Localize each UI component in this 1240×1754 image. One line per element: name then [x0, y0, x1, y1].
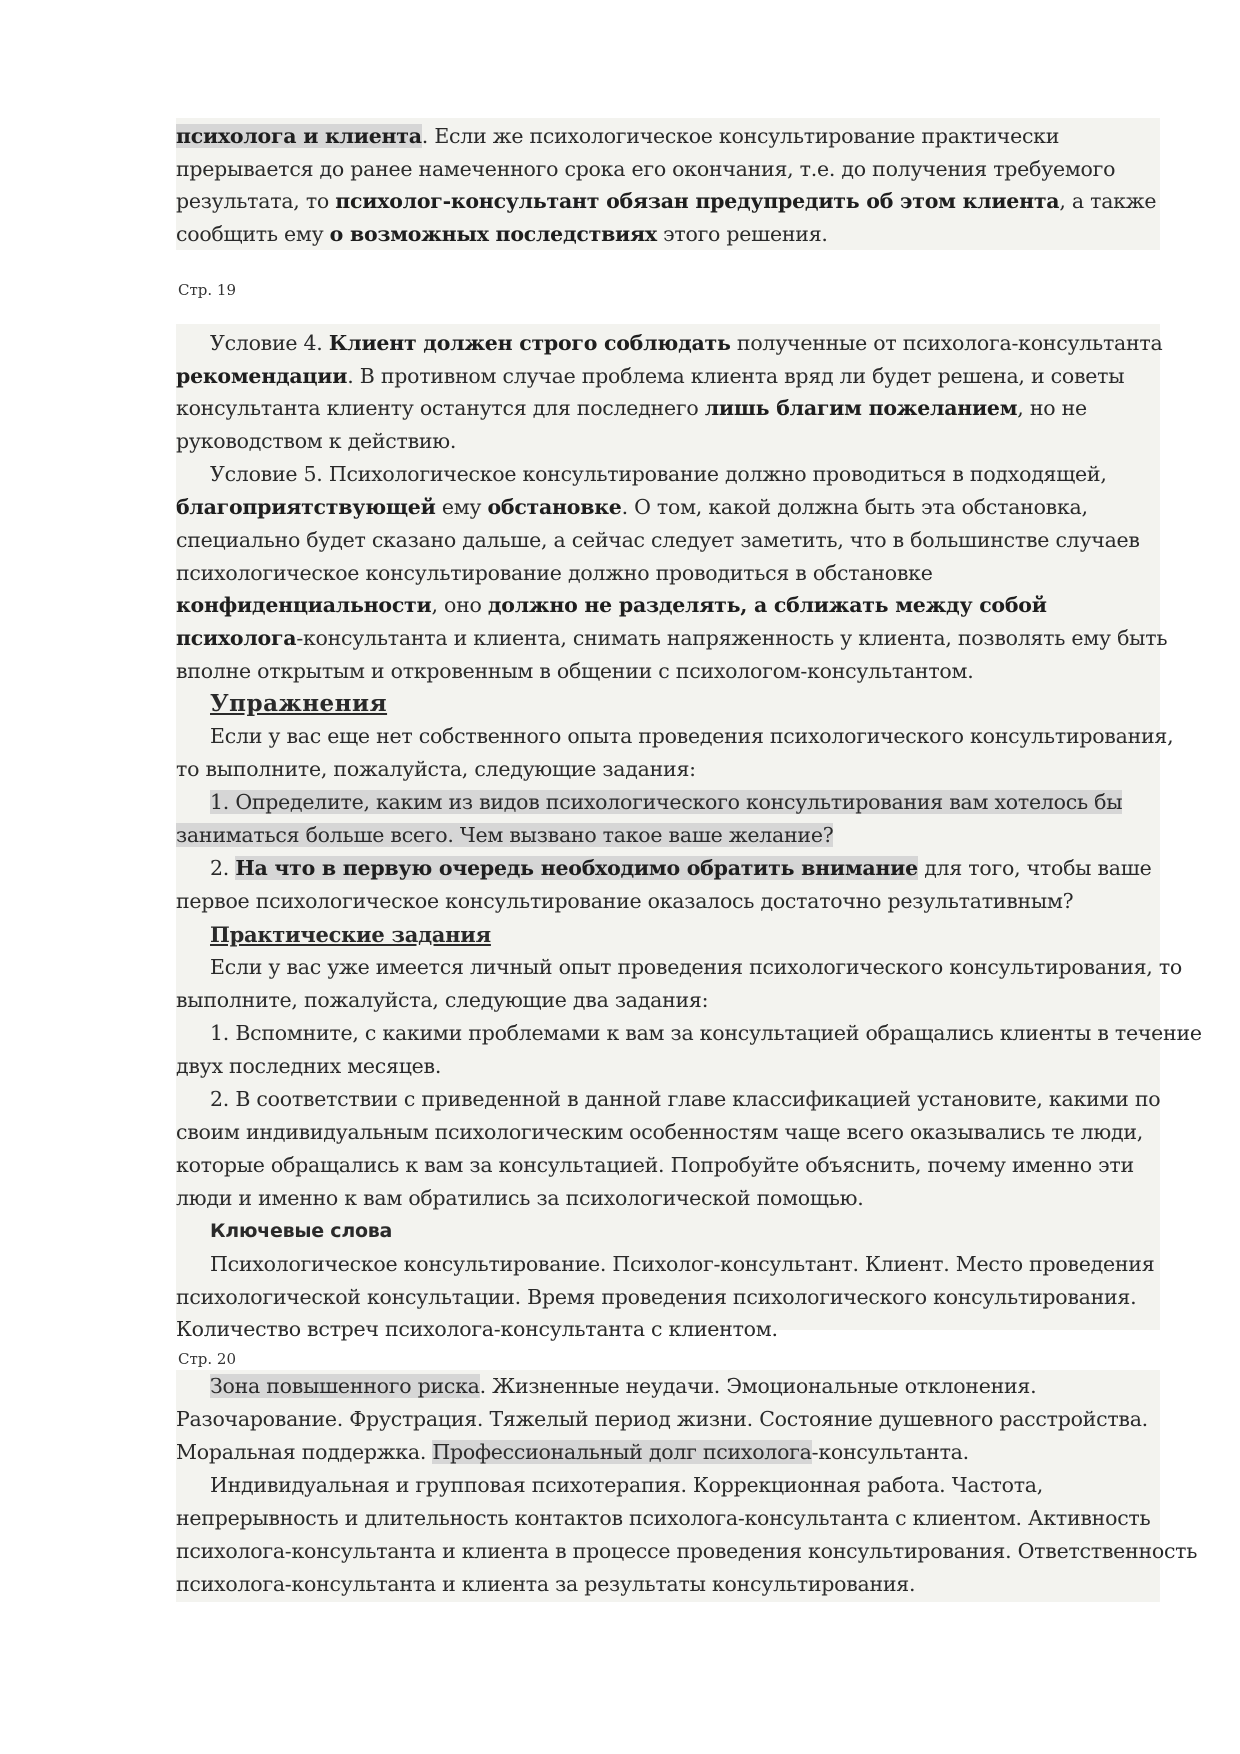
- text-line: благоприятствующей ему обстановке. О том, какой должна быть эта обстановка,: [176, 495, 1088, 519]
- text-line: выполните, пожалуйста, следующие два задания:: [176, 988, 709, 1012]
- paragraph-block-3: [176, 1370, 1198, 1602]
- text-line: 1. Определите, каким из видов психологического консультирования вам хотелось бы: [210, 790, 1123, 814]
- text-line: психологической консультации. Время проведения психологического консультирования.: [176, 1285, 1137, 1309]
- text-line: Индивидуальная и групповая психотерапия. Коррекционная работа. Частота,: [210, 1473, 1044, 1497]
- text-line: психолога-консультанта и клиента за результаты консультирования.: [176, 1572, 916, 1596]
- heading-keywords: Ключевые слова: [210, 1220, 393, 1242]
- page-number: Стр. 20: [178, 1350, 237, 1368]
- text-line: прерывается до ранее намеченного срока его окончания, т.е. до получения требуемого: [176, 157, 1116, 181]
- heading-practical-tasks: Практические задания: [210, 922, 491, 947]
- paragraph-block-2: [176, 324, 1202, 1341]
- text-line: Психологическое консультирование. Психолог-консультант. Клиент. Место проведения: [210, 1252, 1155, 1276]
- text-line: то выполните, пожалуйста, следующие задания:: [176, 757, 696, 781]
- text-line: сообщить ему о возможных последствиях этого решения.: [176, 222, 828, 246]
- text-line: 1. Вспомните, с какими проблемами к вам за консультацией обращались клиенты в течение: [210, 1021, 1202, 1045]
- text-line: вполне открытым и откровенным в общении с психологом-консультантом.: [176, 659, 974, 683]
- heading-exercises: Упражнения: [210, 690, 388, 717]
- text-line: первое психологическое консультирование оказалось достаточно результативным?: [176, 889, 1074, 913]
- text-line: Условие 4. Клиент должен строго соблюдать полученные от психолога-консультанта: [210, 331, 1163, 355]
- text-line: 2. В соответствии с приведенной в данной главе классификацией установите, какими по: [210, 1087, 1161, 1111]
- text-line: заниматься больше всего. Чем вызвано такое ваше желание?: [176, 823, 834, 847]
- highlighted-bold-text: психолога и клиента: [176, 124, 422, 148]
- text-line: Разочарование. Фрустрация. Тяжелый период жизни. Состояние душевного расстройства.: [176, 1407, 1148, 1431]
- text-line: психолога-консультанта и клиента в процессе проведения консультирования. Ответственность: [176, 1539, 1198, 1563]
- text-line: Моральная поддержка. Профессиональный долг психолога-консультанта.: [176, 1440, 969, 1464]
- text-line: специально будет сказано дальше, а сейчас следует заметить, что в большинстве случаев: [176, 528, 1140, 552]
- text-line: руководством к действию.: [176, 429, 457, 453]
- text-line: Количество встреч психолога-консультанта с клиентом.: [176, 1317, 778, 1341]
- text-line: психолога и клиента. Если же психологическое консультирование практически: [176, 124, 1060, 148]
- text-line: Зона повышенного риска. Жизненные неудачи. Эмоциональные отклонения.: [210, 1374, 1037, 1398]
- text-line: Если у вас еще нет собственного опыта проведения психологического консультирования,: [210, 724, 1174, 748]
- text-line: 2. На что в первую очередь необходимо обратить внимание для того, чтобы ваше: [210, 856, 1152, 880]
- text-line: рекомендации. В противном случае проблема клиента вряд ли будет решена, и советы: [176, 364, 1125, 388]
- paragraph-block-1: [176, 118, 1160, 250]
- text-line: консультанта клиенту останутся для последнего лишь благим пожеланием, но не: [176, 396, 1087, 420]
- page-number: Стр. 19: [178, 281, 237, 299]
- text-line: которые обращались к вам за консультацией. Попробуйте объяснить, почему именно эти: [176, 1153, 1134, 1177]
- text-line: двух последних месяцев.: [176, 1054, 442, 1078]
- text-line: психолога-консультанта и клиента, снимать напряженность у клиента, позволять ему быть: [176, 626, 1168, 650]
- text-line: Если у вас уже имеется личный опыт проведения психологического консультирования, то: [210, 955, 1183, 979]
- text-line: конфиденциальности, оно должно не разделять, а сближать между собой: [176, 593, 1047, 617]
- text-line: непрерывность и длительность контактов психолога-консультанта с клиентом. Активность: [176, 1506, 1151, 1530]
- text-line: своим индивидуальным психологическим особенностям чаще всего оказывались те люди,: [176, 1120, 1144, 1144]
- text-line: Условие 5. Психологическое консультирование должно проводиться в подходящей,: [210, 462, 1107, 486]
- text-line: люди и именно к вам обратились за психологической помощью.: [176, 1186, 864, 1210]
- text-line: результата, то психолог-консультант обязан предупредить об этом клиента, а также: [176, 189, 1157, 213]
- text-line: психологическое консультирование должно проводиться в обстановке: [176, 561, 933, 585]
